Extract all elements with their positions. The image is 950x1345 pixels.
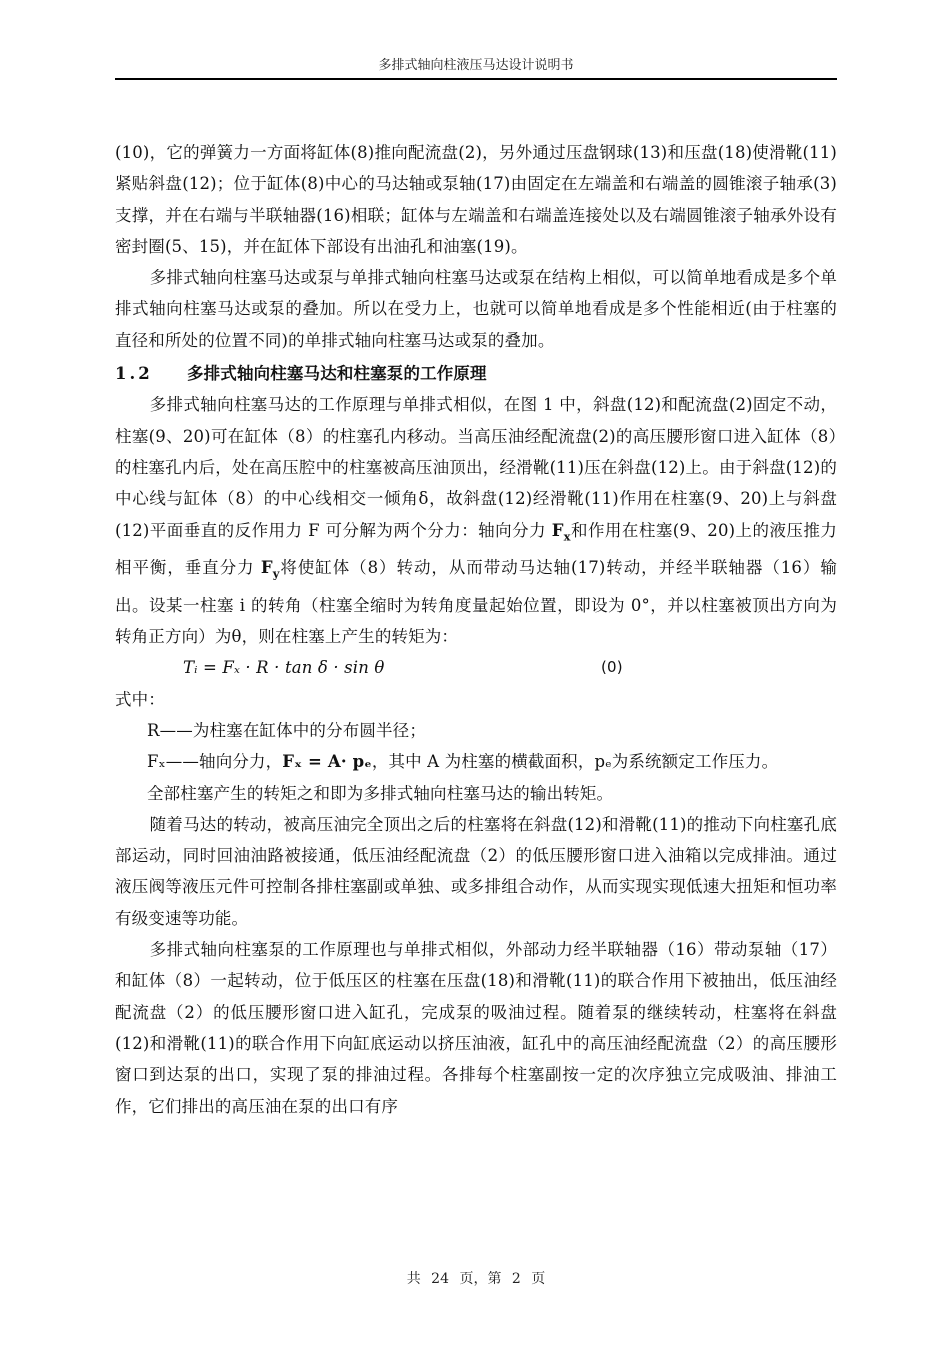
paragraph-3-part-c: 将使缸体（8）转动，从而带动马达轴(17)转动，并经半联轴器（16）输出。设某一柱塞 i 的转角（柱塞全缩时为转角度量起始位置，即设为 0°，并以柱塞被顶出方向为转角正方向）为θ，则在柱塞上产生的转矩为： <box>115 558 837 647</box>
definition-r: R——为柱塞在缸体中的分布圆半径； <box>147 720 426 740</box>
formula-expression: Tᵢ = Fₓ · R · tan δ · sin θ <box>183 658 385 678</box>
formula-number: (0) <box>601 658 623 677</box>
definition-total: 全部柱塞产生的转矩之和即为多排式轴向柱塞马达的输出转矩。 <box>147 783 614 803</box>
where-label: 式中： <box>115 689 165 709</box>
definition-fx: Fₓ——轴向分力，Fₓ = A· pₑ，其中 A 为柱塞的横截面积，pₑ为系统额定工作压力。 <box>147 752 779 772</box>
document-body <box>115 137 837 1122</box>
paragraph-1: (10)，它的弹簧力一方面将缸体(8)推向配流盘(2)，另外通过压盘钢球(13)和压盘(18)使滑靴(11)紧贴斜盘(12)；位于缸体(8)中心的马达轴或泵轴(17)由固定在左端盖和右端盖的圆锥滚子轴承(3)支撑，并在右端与半联轴器(16)相联；缸体与左端盖和右端盖连接处以及右端圆锥滚子轴承外设有密封圈(5、15)，并在缸体下部设有出油孔和油塞(19)。 <box>115 143 837 256</box>
section-heading <box>115 358 837 389</box>
paragraph-3 <box>115 389 837 652</box>
force-fx: $F_x$ <box>551 520 571 543</box>
paragraph-5: 多排式轴向柱塞泵的工作原理也与单排式相似，外部动力经半联轴器（16）带动泵轴（17）和缸体（8）一起转动，位于低压区的柱塞在压盘(18)和滑靴(11)的联合作用下被抽出，低压油经配流盘（2）的低压腰形窗口进入缸孔，完成泵的吸油过程。随着泵的继续转动，柱塞将在斜盘(12)和滑靴(11)的联合作用下向缸底运动以挤压油液，缸孔中的高压油经配流盘（2）的高压腰形窗口到达泵的出口，实现了泵的排油过程。各排每个柱塞副按一定的次序独立完成吸油、排油工作，它们排出的高压油在泵的出口有序 <box>115 940 837 1116</box>
paragraph-3-part-b: 和作用在柱塞(9、20)上的液压推力相平衡，垂直分力 <box>115 520 837 578</box>
paragraph-2: 多排式轴向柱塞马达或泵与单排式轴向柱塞马达或泵在结构上相似，可以简单地看成是多个单排式轴向柱塞马达或泵的叠加。所以在受力上，也就可以简单地看成是多个性能相近(由于柱塞的直径和所处的位置不同)的单排式轴向柱塞马达或泵的叠加。 <box>115 268 837 350</box>
page-footer: 共 24 页，第 2 页 <box>406 1271 546 1287</box>
force-fy: $F_y$ <box>260 558 280 581</box>
page-header: 多排式轴向柱液压马达设计说明书 <box>378 58 574 73</box>
torque-formula <box>115 652 837 683</box>
paragraph-3-part-a: 多排式轴向柱塞马达的工作原理与单排式相似，在图 1 中，斜盘(12)和配流盘(2)固定不动，柱塞(9、20)可在缸体（8）的柱塞孔内移动。当高压油经配流盘(2)的高压腰形窗口进入缸体（8）的柱塞孔内后，处在高压腔中的柱塞被高压油顶出，经滑靴(11)压在斜盘(12)上。由于斜盘(12)的中心线与缸体（8）的中心线相交一倾角δ，故斜盘(12)经滑靴(11)作用在柱塞(9、20)上与斜盘(12)平面垂直的反作用力 F 可分解为两个分力：轴向分力 <box>115 395 837 540</box>
header-rule <box>115 78 837 80</box>
fx-equation: Fₓ = A· pₑ <box>282 752 372 772</box>
section-title: 多排式轴向柱塞马达和柱塞泵的工作原理 <box>187 364 487 384</box>
paragraph-4: 随着马达的转动，被高压油完全顶出之后的柱塞将在斜盘(12)和滑靴(11)的推动下向柱塞孔底部运动，同时回油油路被接通，低压油经配流盘（2）的低压腰形窗口进入油箱以完成排油。通过液压阀等液压元件可控制各排柱塞副或单独、或多排组合动作，从而实现实现低速大扭矩和恒功率有级变速等功能。 <box>115 814 837 928</box>
section-number: 1.2 <box>115 364 153 384</box>
